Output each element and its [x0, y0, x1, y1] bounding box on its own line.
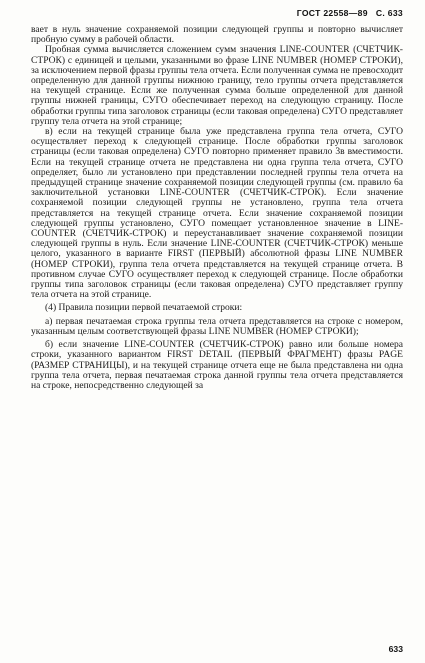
paragraph-rule-v: в) если на текущей странице была уже представлена группа тела отчета, СУГО осуществляет переход к следующей странице. После обработки группы заголовок страницы (если таковая определена) СУГО повторно применяет правило 3в вместимости. Если на текущей странице отчета не представлена ни одна группа тела отчета, СУГО определяет, было ли установлено при представлении последней группы тела отчета на предыдущей странице значение сохраняемой позиции следующей группы (см. правило 6а заключительной установки LINE-COUNTER (СЧЕТЧИК-СТРОК). Если значение сохраняемой позиции следующей группы не установлено, группа тела отчета представляется на текущей странице отчета. Если значение сохраняемой позиции следующей группы установлено, СУГО помещает установленное значение в LINE-COUNTER (СЧЕТЧИК-СТРОК) и переустанавливает значение сохраняемой позиции следующей группы в нуль. Если значение LINE-COUNTER (СЧЕТЧИК-СТРОК) меньше целого, указанного в варианте FIRST (ПЕРВЫЙ) абсолютной фразы LINE NUMBER (НОМЕР СТРОКИ), группа тела отчета представляется на текущей странице отчета. В противном случае СУГО осуществляет переход к следующей странице. После обработки группы типа заголовок страницы (если таковая определена) СУГО представляет группу тела отчета на этой странице.	[31, 126, 403, 301]
header-page-label: С. 633	[375, 8, 403, 18]
page-number: 633	[388, 644, 403, 654]
paragraph-rule-b: б) если значение LINE-COUNTER (СЧЕТЧИК-СТРОК) равно или больше номера строки, указанного вариантом FIRST DETAIL (ПЕРВЫЙ ФРАГМЕНТ) фразы PAGE (РАЗМЕР СТРАНИЦЫ), и на текущей странице отчета еще не была представлена ни одна группа тела отчета, первая печатаемая строка данной группы тела отчета представляется на строке, непосредственно следующей за	[31, 339, 403, 391]
standard-number: ГОСТ 22558—89	[296, 8, 368, 18]
paragraph-continuation: вает в нуль значение сохраняемой позиции следующей группы и повторно вычисляет пробную сумму в рабочей области.	[31, 24, 403, 46]
page-header	[297, 8, 403, 18]
body-text	[31, 25, 403, 391]
paragraph-rule-a: а) первая печатаемая строка группы тела отчета представляется на строке с номером, указанным целым соответствующей фразы LINE NUMBER (НОМЕР СТРОКИ);	[31, 315, 403, 337]
paragraph-trial-sum: Пробная сумма вычисляется сложением сумм значения LINE-COUNTER (СЧЕТЧИК-СТРОК) с единицей и целыми, указанными во фразе LINE NUMBER (НОМЕР СТРОКИ), за исключением первой фразы группы тела отчета. Если полученная сумма не превосходит определенную для данной группы нижнюю границу, тело группы отчета представляется на текущей странице. Если же полученная сумма больше определенной для данной группы нижней границы, СУГО обеспечивает переход на следующую страницу. После обработки группы типа заголовок страницы (если таковая определена) СУГО представляет группу тела отчета на этой странице;	[31, 44, 403, 127]
paragraph-rule-4-heading: (4) Правила позиции первой печатаемой строки:	[45, 302, 243, 314]
